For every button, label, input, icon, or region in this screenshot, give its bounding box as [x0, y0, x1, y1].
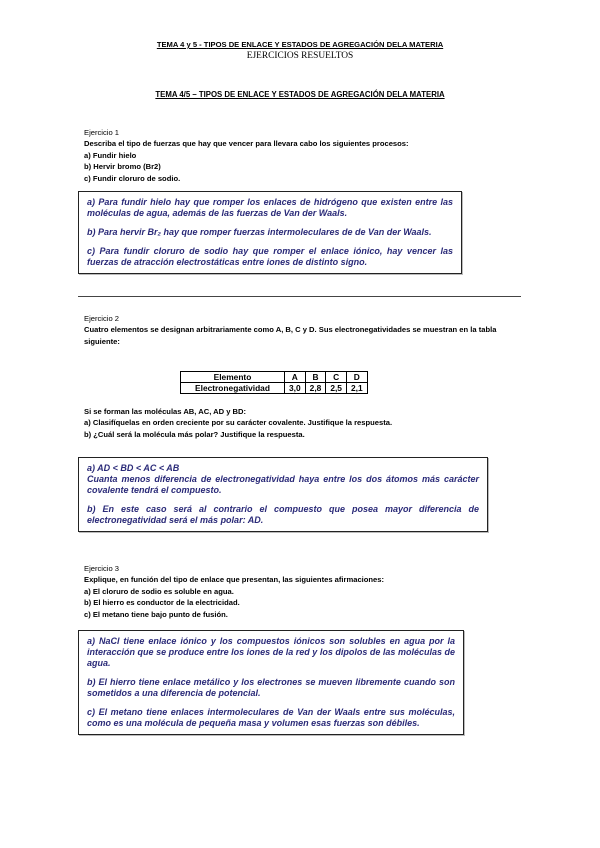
exercise-3-item-a: a) El cloruro de sodio es soluble en agua.: [84, 586, 234, 596]
table-cell: 3,0: [285, 383, 306, 394]
document-subtitle: EJERCICIOS RESUELTOS: [246, 51, 354, 61]
table-cell: C: [326, 372, 347, 383]
exercise-2-answer-b: b) En este caso será al contrario el compuesto que posea mayor diferencia de electronegatividad será el más polar: AD.: [87, 504, 479, 525]
table-row-label: Electronegatividad: [181, 383, 285, 394]
separator-1: [78, 296, 521, 297]
exercise-1: [84, 127, 524, 184]
exercise-2-statement: Cuatro elementos se designan arbitrariamente como A, B, C y D. Sus electronegatividades se muestran en la tabla siguiente:: [84, 325, 497, 346]
exercise-1-answer-c: c) Para fundir cloruro de sodio hay que romper el enlace iónico, hay vencer las fuerzas de atracción electrostáticas entre iones de distinto signo.: [87, 246, 453, 267]
table-header-label: Elemento: [181, 372, 285, 383]
table-cell: 2,1: [346, 383, 367, 394]
exercise-2-question-intro: Si se forman las moléculas AB, AC, AD y BD:: [84, 407, 247, 416]
exercise-1-title: Ejercicio 1: [84, 128, 120, 137]
exercise-2-answer-a-explanation: Cuanta menos diferencia de electronegatividad haya entre los dos átomos más carácter covalente tendrá el compuesto.: [87, 474, 479, 495]
exercise-2-item-a: a) Clasifíquelas en orden creciente por su carácter covalente. Justifique la respuesta.: [84, 418, 393, 428]
table-cell: 2,5: [326, 383, 347, 394]
exercise-1-item-a: a) Fundir hielo: [84, 150, 137, 160]
exercise-3-answer-c: c) El metano tiene enlaces intermoleculares de Van der Waals entre sus moléculas, como es una molécula de pequeña masa y volumen esas fuerzas son débiles.: [87, 707, 455, 728]
table-cell: D: [346, 372, 367, 383]
exercise-2: [84, 313, 524, 347]
table-row: [181, 383, 368, 394]
electronegativity-table: [180, 371, 368, 394]
exercise-2-answer-a: a) AD < BD < AC < AB: [87, 463, 180, 473]
table-cell: 2,8: [305, 383, 326, 394]
table-cell: B: [305, 372, 326, 383]
exercise-1-item-c: c) Fundir cloruro de sodio.: [84, 173, 181, 183]
exercise-1-answer-box: [78, 191, 462, 274]
exercise-3-item-c: c) El metano tiene bajo punto de fusión.: [84, 609, 228, 619]
exercise-2-answer-box: [78, 457, 488, 532]
exercise-2-questions: [84, 406, 524, 440]
exercise-3-answer-b: b) El hierro tiene enlace metálico y los electrones se mueven libremente cuando son sometidos a una diferencia de potencial.: [87, 677, 455, 698]
exercise-3-answer-box: [78, 630, 464, 735]
exercise-2-title: Ejercicio 2: [84, 314, 120, 323]
exercise-1-answer-a: a) Para fundir hielo hay que romper los enlaces de hidrógeno que existen entre las moléculas de agua, además de las fuerzas de Van der Waals.: [87, 197, 453, 218]
exercise-3-statement: Explique, en función del tipo de enlace que presentan, las siguientes afirmaciones:: [84, 575, 385, 585]
exercise-3-answer-a: a) NaCl tiene enlace iónico y los compuestos iónicos son solubles en agua por la interacción que se produce entre los iones de la red y los dipolos de las moléculas de agua.: [87, 636, 455, 668]
table-cell: A: [285, 372, 306, 383]
table-row: [181, 372, 368, 383]
exercise-1-item-b: b) Hervir bromo (Br2): [84, 162, 161, 172]
exercise-3-title: Ejercicio 3: [84, 564, 120, 573]
exercise-3-item-b: b) El hierro es conductor de la electricidad.: [84, 598, 240, 608]
exercise-1-statement: Describa el tipo de fuerzas que hay que vencer para llevara cabo los siguientes procesos:: [84, 139, 409, 149]
section-title: TEMA 4/5 – TIPOS DE ENLACE Y ESTADOS DE AGREGACIÓN DELA MATERIA: [155, 90, 445, 99]
document-title: TEMA 4 y 5 - TIPOS DE ENLACE Y ESTADOS DE AGREGACIÓN DELA MATERIA: [156, 40, 444, 49]
exercise-1-answer-b: b) Para hervir Br₂ hay que romper fuerzas intermoleculares de de Van der Waals.: [87, 227, 432, 237]
exercise-2-item-b: b) ¿Cuál será la molécula más polar? Justifique la respuesta.: [84, 429, 305, 439]
exercise-3: [84, 563, 524, 620]
